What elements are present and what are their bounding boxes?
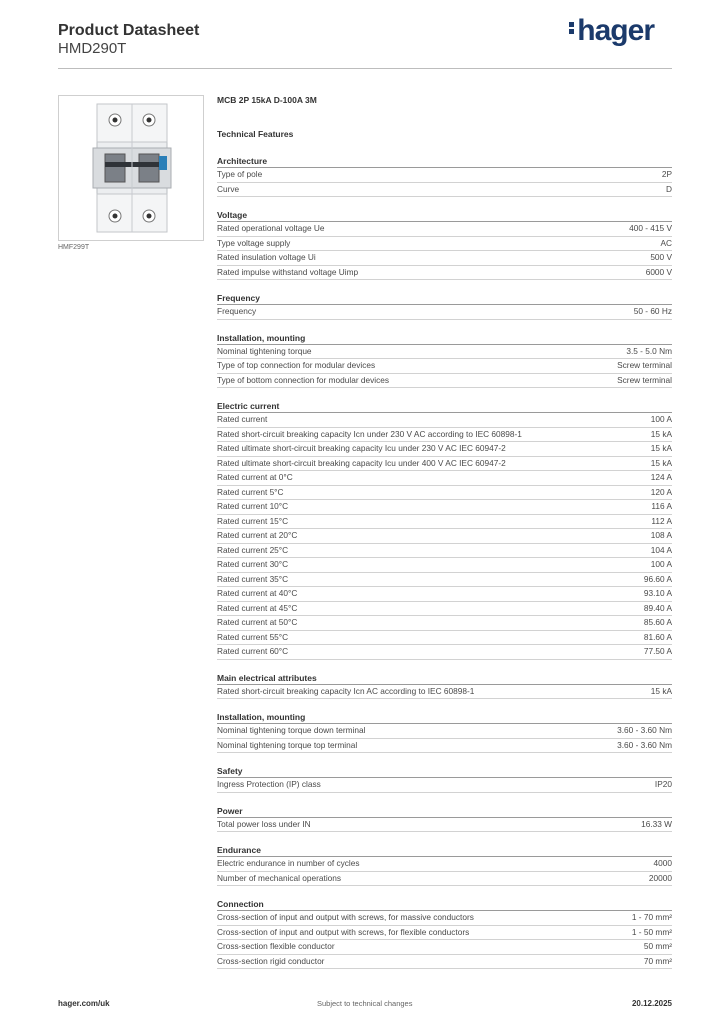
spec-label: Rated current at 20°C — [217, 530, 298, 540]
spec-value: AC — [660, 237, 672, 248]
spec-value: Screw terminal — [617, 374, 672, 385]
document-header — [58, 22, 199, 58]
spec-row — [217, 602, 672, 617]
spec-label: Number of mechanical operations — [217, 872, 342, 883]
spec-section — [217, 898, 672, 969]
spec-label: Rated current at 50°C — [217, 617, 298, 627]
spec-row — [217, 500, 672, 515]
spec-value: 120 A — [650, 486, 672, 497]
spec-value: 93.10 A — [643, 588, 672, 598]
spec-label: Cross-section of input and output with screws, for massive conductors — [217, 912, 474, 922]
spec-row — [217, 413, 672, 428]
spec-label: Rated current 15°C — [217, 515, 289, 526]
spec-label: Curve — [217, 183, 240, 194]
image-caption: HMF299T — [58, 244, 90, 251]
spec-row — [217, 471, 672, 486]
spec-value: 15 kA — [650, 443, 672, 453]
spec-row — [217, 222, 672, 237]
spec-label: Type of bottom connection for modular devices — [217, 374, 390, 385]
section-title: Architecture — [217, 155, 672, 168]
spec-value: 20000 — [648, 872, 672, 883]
logo-dots-icon — [569, 20, 575, 36]
spec-label: Type of top connection for modular devices — [217, 360, 376, 370]
spec-row — [217, 926, 672, 941]
spec-value: 112 A — [651, 515, 672, 526]
spec-row — [217, 872, 672, 887]
spec-row — [217, 911, 672, 926]
spec-section — [217, 711, 672, 753]
spec-section — [217, 209, 672, 280]
spec-row — [217, 457, 672, 472]
footer-notice: Subject to technical changes — [317, 999, 413, 1008]
spec-value: 77.50 A — [643, 646, 672, 656]
spec-value: D — [666, 183, 672, 194]
spec-label: Type voltage supply — [217, 237, 291, 248]
spec-row — [217, 631, 672, 646]
spec-value: 89.40 A — [643, 602, 672, 613]
spec-label: Rated current 35°C — [217, 573, 289, 584]
spec-section — [217, 292, 672, 320]
spec-label: Total power loss under IN — [217, 818, 311, 829]
spec-label: Rated ultimate short-circuit breaking capacity Icu under 400 V AC IEC 60947-2 — [217, 457, 506, 468]
spec-value: 16.33 W — [641, 818, 672, 829]
spec-label: Rated current 55°C — [217, 631, 289, 642]
spec-value: 3.60 - 3.60 Nm — [617, 725, 672, 735]
spec-label: Rated current 10°C — [217, 501, 289, 511]
spec-row — [217, 616, 672, 631]
product-image — [58, 95, 204, 241]
spec-row — [217, 251, 672, 266]
spec-row — [217, 645, 672, 660]
spec-value: 85.60 A — [643, 617, 672, 627]
spec-label: Nominal tightening torque — [217, 345, 312, 356]
spec-section — [217, 765, 672, 793]
section-title: Connection — [217, 898, 672, 911]
spec-value: IP20 — [654, 779, 672, 789]
section-title: Installation, mounting — [217, 332, 672, 345]
spec-row — [217, 442, 672, 457]
spec-label: Type of pole — [217, 169, 263, 179]
spec-label: Rated short-circuit breaking capacity Icn under 230 V AC according to IEC 60898-1 — [217, 428, 522, 439]
footer-website: hager.com/uk — [58, 999, 110, 1008]
spec-value: 15 kA — [650, 685, 672, 696]
spec-value: 4000 — [653, 858, 672, 868]
spec-row — [217, 558, 672, 573]
spec-value: 70 mm² — [643, 955, 672, 966]
logo-text: hager — [577, 14, 654, 47]
spec-row — [217, 685, 672, 700]
spec-row — [217, 486, 672, 501]
spec-label: Nominal tightening torque down terminal — [217, 725, 366, 735]
spec-value: 108 A — [650, 530, 672, 540]
spec-label: Rated current 30°C — [217, 559, 289, 569]
spec-row — [217, 724, 672, 739]
spec-value: 400 - 415 V — [629, 223, 672, 233]
spec-label: Rated impulse withstand voltage Uimp — [217, 266, 359, 277]
spec-label: Ingress Protection (IP) class — [217, 779, 321, 789]
spec-label: Rated current 60°C — [217, 646, 289, 656]
features-heading: Technical Features — [217, 129, 294, 139]
spec-row — [217, 266, 672, 281]
spec-label: Rated current 5°C — [217, 486, 284, 497]
spec-value: 3.60 - 3.60 Nm — [617, 739, 672, 750]
spec-value: 6000 V — [645, 266, 672, 277]
spec-value: 1 - 70 mm² — [631, 912, 672, 922]
section-title: Electric current — [217, 400, 672, 413]
spec-value: 1 - 50 mm² — [631, 926, 672, 937]
spec-label: Rated operational voltage Ue — [217, 223, 325, 233]
spec-row — [217, 168, 672, 183]
spec-label: Rated current — [217, 414, 268, 424]
spec-value: 96.60 A — [643, 573, 672, 584]
section-title: Safety — [217, 765, 672, 778]
spec-row — [217, 345, 672, 360]
spec-row — [217, 818, 672, 833]
spec-value: 2P — [661, 169, 672, 179]
spec-label: Rated current at 45°C — [217, 602, 298, 613]
spec-value: 104 A — [650, 544, 672, 555]
spec-row — [217, 515, 672, 530]
spec-label: Nominal tightening torque top terminal — [217, 739, 358, 750]
product-name: MCB 2P 15kA D-100A 3M — [217, 95, 317, 105]
section-title: Main electrical attributes — [217, 672, 672, 685]
spec-label: Rated insulation voltage Ui — [217, 252, 316, 262]
spec-value: 3.5 - 5.0 Nm — [626, 345, 672, 356]
spec-value: 15 kA — [650, 457, 672, 468]
spec-label: Electric endurance in number of cycles — [217, 858, 360, 868]
specification-sections — [217, 155, 672, 969]
hager-logo — [569, 14, 654, 48]
spec-row — [217, 374, 672, 389]
spec-row — [217, 237, 672, 252]
section-title: Voltage — [217, 209, 672, 222]
spec-section — [217, 400, 672, 660]
spec-value: 15 kA — [650, 428, 672, 439]
spec-label: Cross-section of input and output with screws, for flexible conductors — [217, 926, 470, 937]
spec-section — [217, 805, 672, 833]
spec-row — [217, 359, 672, 374]
section-title: Power — [217, 805, 672, 818]
spec-row — [217, 544, 672, 559]
spec-value: 50 - 60 Hz — [633, 306, 672, 316]
spec-row — [217, 778, 672, 793]
spec-row — [217, 305, 672, 320]
spec-label: Cross-section rigid conductor — [217, 955, 325, 966]
spec-value: 81.60 A — [643, 631, 672, 642]
header-divider — [58, 68, 672, 69]
section-title: Installation, mounting — [217, 711, 672, 724]
spec-row — [217, 183, 672, 198]
spec-label: Rated short-circuit breaking capacity Icn AC according to IEC 60898-1 — [217, 685, 475, 696]
spec-section — [217, 155, 672, 197]
spec-row — [217, 428, 672, 443]
spec-row — [217, 857, 672, 872]
spec-value: 500 V — [650, 252, 672, 262]
spec-label: Frequency — [217, 306, 257, 316]
spec-row — [217, 573, 672, 588]
document-title: Product Datasheet — [58, 22, 200, 39]
spec-value: 50 mm² — [643, 941, 672, 951]
spec-row — [217, 739, 672, 754]
spec-row — [217, 955, 672, 970]
spec-row — [217, 940, 672, 955]
spec-label: Cross-section flexible conductor — [217, 941, 335, 951]
spec-value: Screw terminal — [617, 360, 672, 370]
spec-value: 100 A — [650, 414, 672, 424]
spec-section — [217, 844, 672, 886]
spec-row — [217, 529, 672, 544]
section-title: Frequency — [217, 292, 672, 305]
spec-label: Rated ultimate short-circuit breaking capacity Icu under 230 V AC IEC 60947-2 — [217, 443, 506, 453]
spec-section — [217, 332, 672, 389]
spec-value: 100 A — [650, 559, 672, 569]
spec-section — [217, 672, 672, 700]
spec-row — [217, 587, 672, 602]
spec-value: 116 A — [651, 501, 672, 511]
footer-date: 20.12.2025 — [631, 999, 672, 1008]
spec-value: 124 A — [650, 472, 672, 482]
specification-content — [217, 95, 672, 969]
spec-label: Rated current 25°C — [217, 544, 289, 555]
product-reference: HMD290T — [58, 40, 127, 57]
spec-label: Rated current at 0°C — [217, 472, 293, 482]
section-title: Endurance — [217, 844, 672, 857]
spec-label: Rated current at 40°C — [217, 588, 298, 598]
circuit-breaker-icon — [59, 96, 203, 240]
